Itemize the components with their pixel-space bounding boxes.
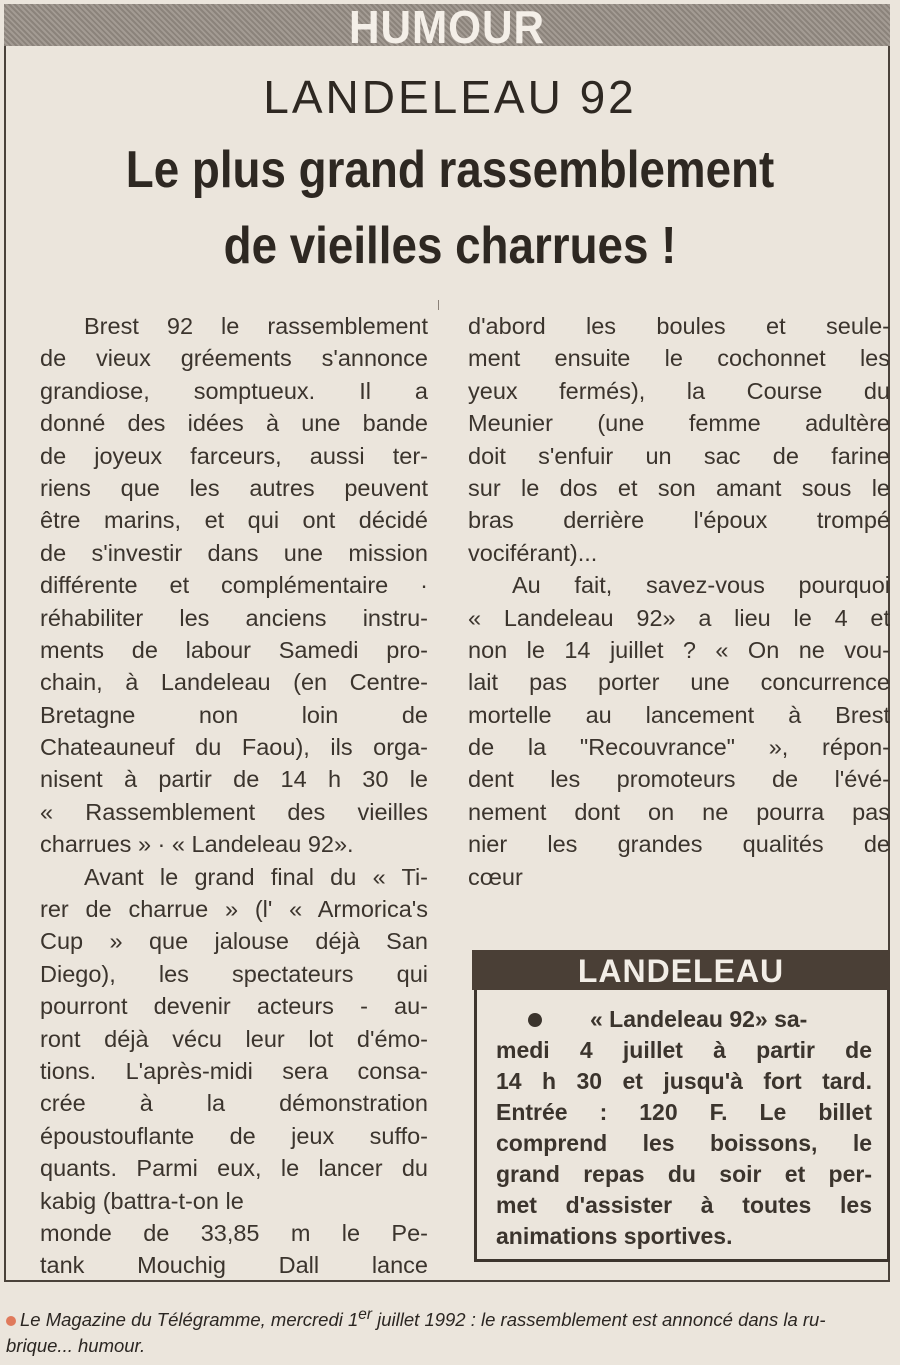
text-line (496, 1128, 872, 1159)
text-line-content: Meunier (une femme adultère (468, 410, 890, 437)
caption-text: Le Magazine du Télégramme, mercredi 1 (20, 1309, 359, 1331)
text-line (496, 1190, 872, 1221)
article-headline (54, 132, 846, 284)
text-line (496, 1221, 872, 1252)
text-line (40, 407, 428, 439)
text-line-content: charrues » · « Landeleau 92». (40, 831, 354, 858)
text-line-content: Bretagne non loin de (40, 701, 428, 728)
text-line-content: lait pas porter une concurrence (468, 669, 890, 696)
text-line-content: Cup » que jalouse déjà San (40, 928, 428, 955)
text-line-content: Entrée : 120 F. Le billet (496, 1099, 872, 1125)
text-line (40, 1185, 428, 1217)
text-line-content: met d'assister à toutes les (496, 1192, 872, 1218)
text-line (468, 310, 890, 342)
text-line-content: cœur (468, 863, 523, 890)
text-line-content: de s'investir dans une mission (40, 539, 428, 566)
text-line (40, 796, 428, 828)
text-line-content: quants. Parmi eux, le lancer du (40, 1155, 428, 1182)
text-line (40, 763, 428, 795)
text-line-content: monde de 33,85 m le Pe- (40, 1219, 428, 1246)
text-line (40, 828, 428, 860)
text-line (40, 375, 428, 407)
text-line (40, 1087, 428, 1119)
text-line-content: Diego), les spectateurs qui (40, 960, 428, 987)
text-line (468, 763, 890, 795)
text-line-content: Chateauneuf du Faou), ils orga- (40, 734, 428, 761)
text-line (468, 731, 890, 763)
text-line-content: comprend les boissons, le (496, 1130, 872, 1156)
text-line-content: grand repas du soir et per- (496, 1161, 872, 1187)
text-line-content: 14 h 30 et jusqu'à fort tard. (496, 1068, 872, 1094)
photo-caption (6, 1302, 892, 1359)
text-line-content: sur le dos et son amant sous le (468, 474, 890, 501)
text-line-content: de la "Recouvrance" », répon- (468, 734, 890, 761)
text-line (468, 537, 890, 569)
text-line (468, 602, 890, 634)
text-line-content: crée à la démonstration (40, 1090, 428, 1117)
text-line-content: yeux fermés), la Course du (468, 377, 890, 404)
text-line-content: nier les grandes qualités de (468, 831, 890, 858)
text-line-content: « Landeleau 92» sa- (590, 1006, 808, 1032)
text-line (40, 1120, 428, 1152)
text-line-content: non le 14 juillet ? « On ne vou- (468, 636, 890, 663)
text-line-content: rer de charrue » (l' « Armorica's (40, 896, 428, 923)
text-line-content: d'abord les boules et seule- (468, 313, 890, 339)
text-line (468, 342, 890, 374)
text-line (468, 440, 890, 472)
text-line (40, 634, 428, 666)
text-line (468, 407, 890, 439)
text-line-content: kabig (battra-t-on le (40, 1187, 244, 1214)
text-line-content: mortelle au lancement à Brest (468, 701, 890, 728)
text-line-content: Au fait, savez-vous pourquoi (512, 572, 890, 599)
text-line (496, 1004, 872, 1035)
info-box-title: LANDELEAU (577, 953, 785, 989)
text-line (40, 925, 428, 957)
text-line-content: de joyeux farceurs, aussi ter- (40, 442, 428, 469)
text-line (40, 699, 428, 731)
text-line (40, 990, 428, 1022)
text-line-content: ment ensuite le cochonnet les (468, 345, 890, 372)
text-line (468, 828, 890, 860)
text-line-content: animations sportives. (496, 1223, 733, 1249)
text-line (468, 699, 890, 731)
text-line (40, 504, 428, 536)
caption-sup: er (358, 1306, 372, 1323)
text-line (40, 342, 428, 374)
article-kicker: LANDELEAU 92 (263, 71, 637, 123)
text-line (468, 634, 890, 666)
text-line (40, 472, 428, 504)
text-line (40, 893, 428, 925)
info-box-body (496, 1004, 872, 1252)
text-line-content: époustouflante de jeux suffo- (40, 1122, 428, 1149)
text-line (40, 666, 428, 698)
text-line-content: de vieux gréements s'annonce (40, 345, 428, 372)
text-line (40, 1055, 428, 1087)
text-line (40, 1023, 428, 1055)
headline-line: de vieilles charrues ! (223, 217, 677, 275)
right-column (468, 310, 890, 893)
text-line-content: doit s'enfuir un sac de farine (468, 442, 890, 469)
text-line-content: Brest 92 le rassemblement (84, 313, 428, 339)
text-line (468, 569, 890, 601)
text-line (40, 440, 428, 472)
text-line (468, 375, 890, 407)
text-line (40, 569, 428, 601)
column-rule (438, 300, 439, 310)
bullet-icon (6, 1316, 16, 1326)
text-line (496, 1159, 872, 1190)
text-line-content: medi 4 juillet à partir de (496, 1037, 872, 1063)
text-line-content: réhabiliter les anciens instru- (40, 604, 428, 631)
text-line-content: nement dont on ne pourra pas (468, 798, 890, 825)
text-line-content: chain, à Landeleau (en Centre- (40, 669, 428, 696)
text-line-content: « Landeleau 92» a lieu le 4 et (468, 604, 890, 631)
text-line-content: grandiose, somptueux. Il a (40, 377, 428, 404)
text-line (40, 1249, 428, 1281)
text-line-content: être marins, et qui ont décidé (40, 507, 428, 534)
text-line-content: ments de labour Samedi pro- (40, 636, 428, 663)
rubric-banner (4, 1, 890, 53)
text-line-content: donné des idées à une bande (40, 410, 428, 437)
text-line (496, 1035, 872, 1066)
text-line-content: vociférant)... (468, 539, 598, 566)
text-line-content: tank Mouchig Dall lance (40, 1252, 428, 1279)
text-line (40, 958, 428, 990)
text-line (40, 1152, 428, 1184)
bullet-icon (528, 1013, 542, 1027)
text-line (40, 602, 428, 634)
text-line (468, 472, 890, 504)
text-line (468, 796, 890, 828)
text-line (496, 1097, 872, 1128)
left-column (40, 310, 428, 1282)
text-line-content: Avant le grand final du « Ti- (84, 863, 428, 890)
text-line-content: bras derrière l'époux trompé (468, 507, 890, 534)
text-line-content: ront déjà vécu leur lot d'émo- (40, 1025, 428, 1052)
text-line-content: dent les promoteurs de l'évé- (468, 766, 890, 793)
caption-text-end: juillet 1992 : le rassemblement est annoncé dans la ru-brique... humour. (6, 1309, 826, 1357)
text-line (40, 731, 428, 763)
text-line (40, 1217, 428, 1249)
text-line-content: « Rassemblement des vieilles (40, 798, 428, 825)
info-box-header (472, 950, 890, 990)
text-line-content: pourront devenir acteurs - au- (40, 993, 428, 1020)
text-line-content: riens que les autres peuvent (40, 474, 428, 501)
text-line-content: nisent à partir de 14 h 30 le (40, 766, 428, 793)
text-line (496, 1066, 872, 1097)
text-line (468, 666, 890, 698)
rubric-title: HUMOUR (349, 1, 545, 53)
headline-line: Le plus grand rassemblement (125, 141, 775, 199)
text-line (468, 504, 890, 536)
text-line (40, 310, 428, 342)
text-line (468, 861, 890, 893)
text-line-content: tions. L'après-midi sera consa- (40, 1057, 428, 1084)
text-line (40, 861, 428, 893)
text-line (40, 537, 428, 569)
text-line-content: différente et complémentaire · (40, 572, 428, 599)
